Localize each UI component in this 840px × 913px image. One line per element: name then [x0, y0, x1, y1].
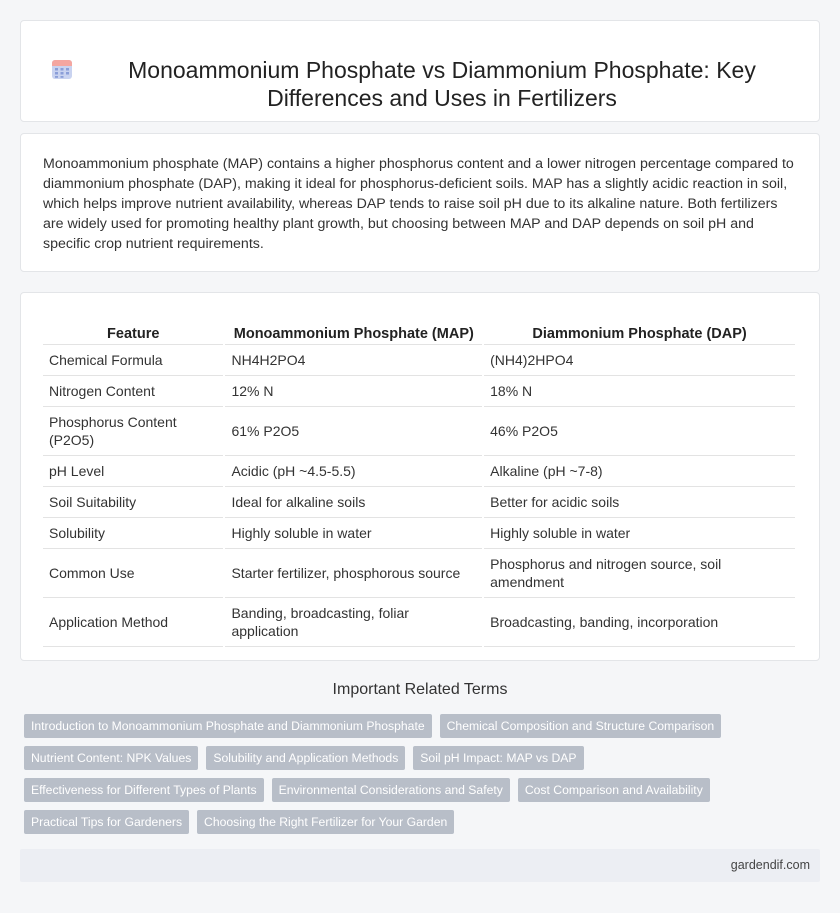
page-title: Monoammonium Phosphate vs Diammonium Phosphate: Key Differences and Uses in Fertilizers: [128, 56, 756, 111]
related-tag[interactable]: Solubility and Application Methods: [206, 746, 405, 770]
summary-card: [20, 133, 820, 272]
title-wrap: [50, 31, 790, 112]
tag-row: [24, 746, 824, 770]
table-cell: Phosphorus and nitrogen source, soil amendment: [484, 549, 795, 598]
related-tag[interactable]: Nutrient Content: NPK Values: [24, 746, 198, 770]
table-cell: Better for acidic soils: [484, 487, 795, 518]
table-header-dap: Diammonium Phosphate (DAP): [484, 311, 795, 345]
table-cell: Ideal for alkaline soils: [225, 487, 482, 518]
table-cell: Alkaline (pH ~7-8): [484, 456, 795, 487]
footer-site-link[interactable]: gardendif.com: [730, 858, 810, 872]
table-row: [43, 518, 795, 549]
table-row: [43, 598, 795, 647]
table-cell: (NH4)2HPO4: [484, 345, 795, 376]
comparison-table: [41, 311, 797, 647]
table-row: [43, 456, 795, 487]
tag-row: [24, 714, 824, 738]
table-cell: pH Level: [43, 456, 223, 487]
table-cell: Nitrogen Content: [43, 376, 223, 407]
table-cell: NH4H2PO4: [225, 345, 482, 376]
related-tag[interactable]: Choosing the Right Fertilizer for Your Garden: [197, 810, 454, 834]
table-cell: Phosphorus Content (P2O5): [43, 407, 223, 456]
table-cell: Broadcasting, banding, incorporation: [484, 598, 795, 647]
related-tag[interactable]: Introduction to Monoammonium Phosphate and Diammonium Phosphate: [24, 714, 432, 738]
table-header-map: Monoammonium Phosphate (MAP): [225, 311, 482, 345]
table-row: [43, 345, 795, 376]
table-header-feature: Feature: [43, 311, 223, 345]
related-tag[interactable]: Effectiveness for Different Types of Plants: [24, 778, 264, 802]
table-row: [43, 549, 795, 598]
title-card: [20, 20, 820, 122]
tag-row: [24, 778, 824, 802]
table-cell: Highly soluble in water: [484, 518, 795, 549]
table-cell: 12% N: [225, 376, 482, 407]
table-cell: 18% N: [484, 376, 795, 407]
table-cell: Acidic (pH ~4.5-5.5): [225, 456, 482, 487]
table-cell: 46% P2O5: [484, 407, 795, 456]
related-tag[interactable]: Soil pH Impact: MAP vs DAP: [413, 746, 583, 770]
table-row: [43, 487, 795, 518]
related-terms-title: Important Related Terms: [332, 681, 508, 698]
calendar-grid-icon: [50, 57, 74, 81]
table-row: [43, 376, 795, 407]
table-row: [43, 407, 795, 456]
related-tag[interactable]: Cost Comparison and Availability: [518, 778, 710, 802]
table-cell: Common Use: [43, 549, 223, 598]
related-terms-tags: [24, 714, 824, 842]
table-cell: Banding, broadcasting, foliar application: [225, 598, 482, 647]
tag-row: [24, 810, 824, 834]
table-cell: Chemical Formula: [43, 345, 223, 376]
footer: [20, 849, 820, 882]
table-cell: Solubility: [43, 518, 223, 549]
table-cell: Application Method: [43, 598, 223, 647]
table-cell: 61% P2O5: [225, 407, 482, 456]
comparison-table-card: [20, 292, 820, 661]
table-cell: Starter fertilizer, phosphorous source: [225, 549, 482, 598]
summary-text: Monoammonium phosphate (MAP) contains a higher phosphorus content and a lower nitrogen percentage compared to diammonium phosphate (DAP), making it ideal for phosphorus-deficient soils. MAP has a slightly acidic reaction in soil, which helps improve nutrient availability, whereas DAP tends to raise soil pH due to its alkaline nature. Both fertilizers are widely used for promoting healthy plant growth, but choosing between MAP and DAP depends on soil pH and specific crop nutrient requirements.: [43, 156, 794, 252]
related-tag[interactable]: Chemical Composition and Structure Comparison: [440, 714, 722, 738]
table-cell: Highly soluble in water: [225, 518, 482, 549]
related-tag[interactable]: Practical Tips for Gardeners: [24, 810, 189, 834]
table-cell: Soil Suitability: [43, 487, 223, 518]
related-tag[interactable]: Environmental Considerations and Safety: [272, 778, 510, 802]
